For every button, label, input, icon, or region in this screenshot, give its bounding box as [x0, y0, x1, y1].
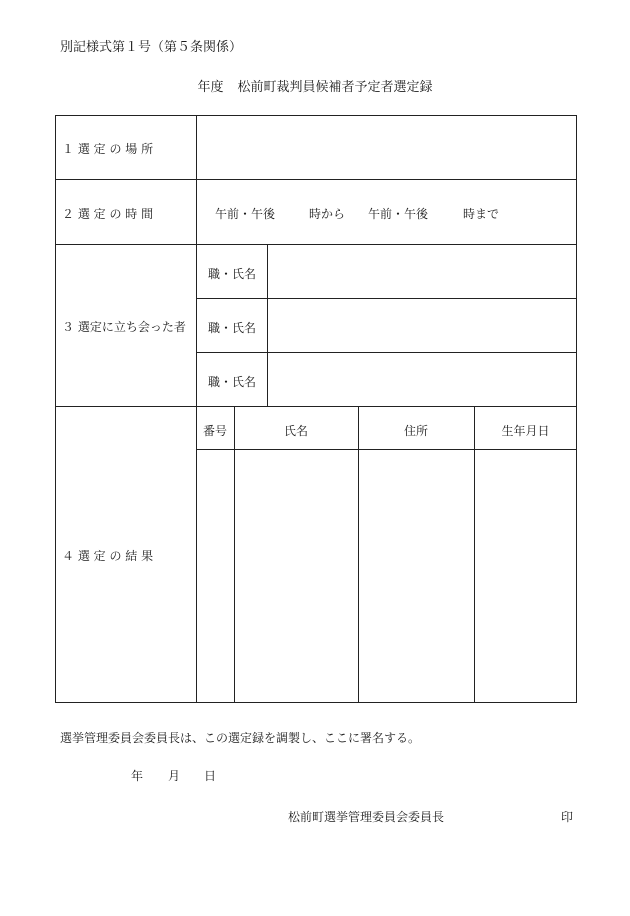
result-name-cell[interactable] — [236, 451, 357, 701]
witness-value-2[interactable] — [269, 300, 576, 351]
date-year-label: 年 — [131, 769, 144, 783]
date-month-label: 月 — [168, 769, 181, 783]
place-label: １ 選 定 の 場 所 — [62, 142, 154, 156]
result-address-cell[interactable] — [360, 451, 473, 701]
time-label: ２ 選 定 の 時 間 — [62, 207, 154, 221]
title-text: 松前町裁判員候補者予定者選定録 — [237, 80, 433, 95]
witness-divider-1 — [196, 298, 577, 299]
result-col-divider-3 — [474, 406, 475, 703]
result-header-number: 番号 — [202, 424, 227, 438]
title-year-label: 年度 — [197, 80, 224, 95]
row-divider-3 — [55, 406, 577, 407]
witness-field-label-2: 職・氏名 — [208, 321, 257, 335]
place-value-field[interactable] — [198, 117, 576, 178]
label-column-divider — [196, 115, 197, 703]
result-col-divider-2 — [358, 406, 359, 703]
result-birthdate-cell[interactable] — [476, 451, 576, 701]
row-divider-1 — [55, 179, 577, 180]
result-header-divider — [196, 449, 577, 450]
time-start-ampm: 午前・午後 — [215, 207, 276, 221]
result-header-birthdate: 生年月日 — [501, 424, 550, 438]
time-start-suffix: 時から — [309, 207, 346, 221]
result-header-name: 氏名 — [283, 424, 308, 438]
result-col-divider-1 — [234, 406, 235, 703]
document-title — [0, 76, 630, 95]
certification-statement: 選挙管理委員会委員長は、この選定録を調製し、ここに署名する。 — [60, 731, 421, 745]
signer-title: 松前町選挙管理委員会委員長 — [288, 810, 445, 824]
result-number-cell[interactable] — [198, 451, 233, 701]
result-label: ４ 選 定 の 結 果 — [62, 549, 154, 563]
time-end-ampm: 午前・午後 — [368, 207, 429, 221]
witness-field-label-1: 職・氏名 — [208, 267, 257, 281]
time-end-suffix: 時まで — [463, 207, 500, 221]
witness-field-label-3: 職・氏名 — [208, 375, 257, 389]
date-day-label: 日 — [204, 769, 217, 783]
witness-divider-2 — [196, 352, 577, 353]
form-number: 別記様式第１号（第５条関係） — [60, 40, 243, 55]
witness-label: ３ 選定に立ち会った者 — [62, 320, 186, 334]
row-divider-2 — [55, 244, 577, 245]
witness-value-1[interactable] — [269, 246, 576, 297]
witness-value-3[interactable] — [269, 354, 576, 405]
witness-column-divider — [267, 244, 268, 406]
seal-mark: 印 — [561, 810, 574, 824]
result-header-address: 住所 — [403, 424, 428, 438]
